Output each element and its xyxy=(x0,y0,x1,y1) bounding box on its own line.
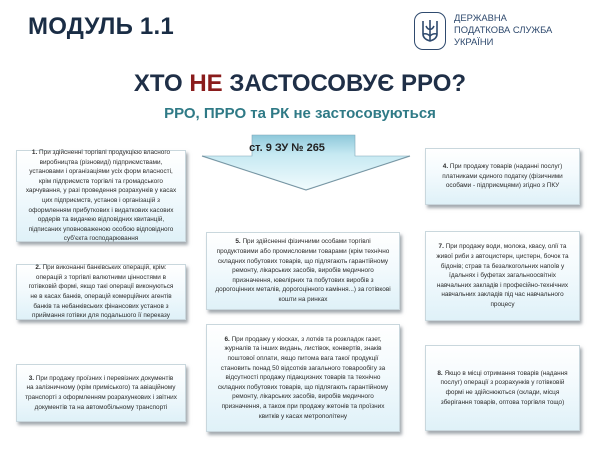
case-number: 6. xyxy=(224,335,230,343)
case-text xyxy=(215,335,391,421)
law-reference-label: ст. 9 ЗУ № 265 xyxy=(249,142,325,154)
case-box-4 xyxy=(425,148,580,205)
case-text xyxy=(434,369,571,407)
module-title: МОДУЛЬ 1.1 xyxy=(28,13,174,40)
case-text xyxy=(25,263,177,321)
case-text xyxy=(215,237,391,304)
logo-text xyxy=(454,12,552,48)
case-box-8 xyxy=(425,345,580,431)
case-number: 2. xyxy=(35,264,41,272)
case-box-2 xyxy=(16,264,186,320)
case-number: 8. xyxy=(437,369,443,377)
case-box-7 xyxy=(425,231,580,321)
case-description: При виконанні банківських операцій, крім: операцій з торгівлі валютними цінностями в готівковій формі, якщо такі операції виконуються не в касах банків, операцій комерційних агентів банків та небанківських фінансових установ з приймання готівки для подальшого її переказу xyxy=(28,264,174,320)
case-description: Якщо в місці отримання товарів (надання послуг) операції з розрахунків у готівковій формі не здійснюються (склади, місця зберігання товарів, оптова торгівля тощо) xyxy=(440,369,568,406)
case-number: 7. xyxy=(438,243,444,251)
case-text xyxy=(434,242,571,309)
case-text xyxy=(434,162,571,191)
case-box-1 xyxy=(16,150,186,242)
case-number: 3. xyxy=(28,374,35,382)
dps-logo xyxy=(414,12,574,54)
logo-line-2: ПОДАТКОВА СЛУЖБА xyxy=(454,24,553,35)
title-highlight: НЕ xyxy=(189,70,223,97)
case-number: 1. xyxy=(31,149,38,157)
case-number: 4. xyxy=(442,163,449,171)
case-box-5 xyxy=(206,232,400,310)
case-box-6 xyxy=(206,324,400,432)
case-box-3 xyxy=(16,364,186,422)
case-text xyxy=(25,374,177,412)
main-title xyxy=(0,70,600,98)
case-description: При продажу проїзних і перевізних документів на залізничному (крім приміського) та авіаційному транспорті з оформленням розрахункових і звітних документів та на автомобільному транспорті xyxy=(25,374,177,411)
title-part-2: ЗАСТОСОВУЄ РРО? xyxy=(222,70,467,97)
case-description: При здійсненні торгівлі продукцією власного виробництва (різновиді) підприємствами, установами і організаціями усіх форм власності, крім підприємств торгівлі та громадського харчування, у разі проведення розрахунків у касах цих підприємств, установ і організацій з оформленням прибуткових і видаткових касових ордерів та видачею відповідних квитанцій, підписаних уповноваженою особою відповідного суб'єкта господарювання xyxy=(25,149,177,243)
subtitle: РРО, ПРРО та РК не застосовуються xyxy=(164,105,436,122)
logo-line-1: ДЕРЖАВНА xyxy=(454,12,507,23)
case-text xyxy=(25,148,177,244)
case-description: При продажу товарів (наданні послуг) платниками єдиного податку (фізичними особами - підприємцями) згідно з ПКУ xyxy=(442,163,563,190)
trident-emblem-icon xyxy=(414,12,446,50)
title-part-1: ХТО xyxy=(133,70,190,97)
case-description: При здійсненні фізичними особами торгівлі продуктовими або промисловими товарами (крім технічно складних побутових товарів, що підлягають гарантійному ремонту, лікарських засобів, виробів медичного призначення, ювелірних та побутових виробів з дорогоцінних металів, дорогоцінного каміння...) за готівкові кошти на ринках xyxy=(215,238,391,303)
case-description: При продажу у кіосках, з лотків та розкладок газет, журналів та інших видань, листівок, конвертів, знаків поштової оплати, якщо питома вага такої продукції становить понад 50 відсотків загального товарообігу за відсутності продажу підакцизних товарів та технічно складних побутових товарів, що підлягають гарантійному ремонту, лікарських засобів, виробів медичного призначення, а також при продажу жетонів та проїзних квитків у касах метрополітену xyxy=(217,335,389,420)
case-description: При продажу води, молока, квасу, олії та живої риби з автоцистерн, цистерн, бочок та бідонів; страв та безалкогольних напоїв у їдальнях і буфетах загальноосвітніх навчальних закладів і професійно-технічних навчальних закладів під час навчального процесу xyxy=(436,243,569,308)
logo-line-3: УКРАЇНИ xyxy=(454,36,494,47)
case-number: 5. xyxy=(235,238,241,246)
